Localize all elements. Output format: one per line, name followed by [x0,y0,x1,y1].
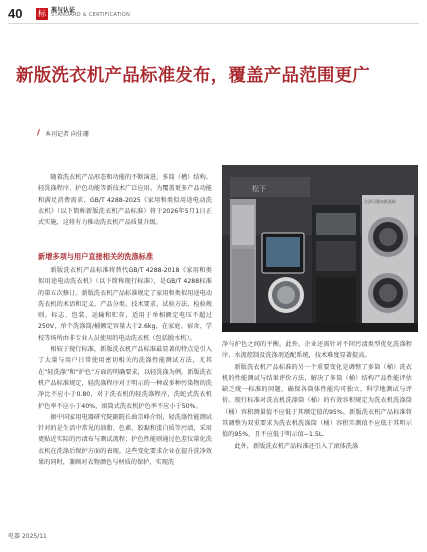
article-title: 新版洗衣机产品标准发布，覆盖产品范围更广 [16,66,370,86]
header-divider [8,23,419,24]
footer-issue: 2025/11 [21,533,47,540]
body-paragraph-continued: 净与护色之间的平衡。此外，企业还需针对不同污渍类型优化洗涤程序、水流控制及洗涤剂适配系统，技术难度显著提高。 [222,341,412,360]
footer-journal: 电器 [8,533,21,540]
section-title: 准与认证 [51,7,76,14]
section-subtitle: STANDARD & CERTIFICATION [51,12,131,18]
intro-paragraph [38,172,212,228]
body-paragraph-3: 据中国家用电器研究院副院长曲宗峰介绍，轻洗涤性能测试针对的是生活中常见的油脂、色素、胶黏和蛋白质等污渍，采用更贴近实际的污渍布与测试流程；护色性能则通过色差仪量化洗衣机在洗涤后保护方面的表现。这些变化要求企业在提升洗净效果的同时，兼顾对衣物颜色与材质的保护，实现洗 [38,413,212,467]
left-column-body [38,265,212,468]
body-paragraph-1: 新版洗衣机产品标准将替代GB/T 4288-2018《家用和类似用途电动洗衣机》（以下简称现行标准），是GB/T 4288标准的第五次修订。新版洗衣机产品标准规定了家用和类似用途电动洗衣机的术语和定义、产品分类、技术要求、试验方法、检验规则、标志、包装、运输和贮存，适用于单相额定电压不超过250V、单个洗涤筒/桶额定容量大于2.6kg，在家庭、宿舍、学校等场所由非专业人员使用的电动洗衣机（包括脱水机）。 [38,267,212,342]
footer [8,531,47,540]
page-number: 40 [8,6,23,21]
shelf-label: 松下 [252,185,266,193]
right-column-body [222,339,412,452]
intro-text: 随着洗衣机产品形态和功能的不断演进，多筒（槽）结构、轻洗涤程序、护色功能等新技术广泛应用。为覆盖更多产品功能和满足消费需求，GB/T 4288-2025《家用和类似用途电动洗衣机》（以下简称新版洗衣机产品标准）将于2026年5月1日正式实施，这将有力推动洗衣机产品质量升级。 [38,174,212,227]
body-paragraph-4: 新版洗衣机产品标准的另一个重要变化是调整了多筒（桶）洗衣机的性能测试与结果评价方法，解决了多筒（桶）结构产品性能评估缺乏统一标准的问题，确保各筒体性能均可独立、科学地测试与评价。现行标准对洗衣机洗涤筒（桶）的有效容积规定为洗衣机洗涤筒（桶）容积测量值不应低于其额定值的95%，新版洗衣机产品标准将其调整为双重要求为洗衣机洗涤筒（桶）容积实测值不应低于其明示值的95%，且不应低于明示值−1.5L。 [222,363,412,439]
body-paragraph-2: 相较于现行标准，新版洗衣机产品标准最显著的特点是引入了大量与用户日常使用密切相关的洗涤性能测试方法，尤其在“轻洗涤”和“护色”方面的明确要求，以轻洗涤为例，新版洗衣机产品标准规定，轻洗涤程序对于明示的一种或多种污染物的洗净比不应小于0.80，对于洗衣机的轻洗涤程序，洗蛇式洗衣机护色率不应小于40%，滚筒式洗衣机护色率不应小于50%。 [38,346,212,410]
washing-machine-exhibit-photo [222,165,418,332]
byline: 本刊记者 向佳珊 [45,131,89,138]
body-paragraph-5: 此外，新版洗衣机产品标准还引入了滚体洗涤 [234,442,359,450]
byline-slash-icon: / [37,128,40,137]
section-heading: 新增多项与用户直接相关的洗涤标准 [38,252,154,261]
section-badge: 标 [38,9,46,18]
cabinet-label: 合法可靠衣机及价 [364,199,396,204]
exhibit-photo-illustration [222,165,418,332]
